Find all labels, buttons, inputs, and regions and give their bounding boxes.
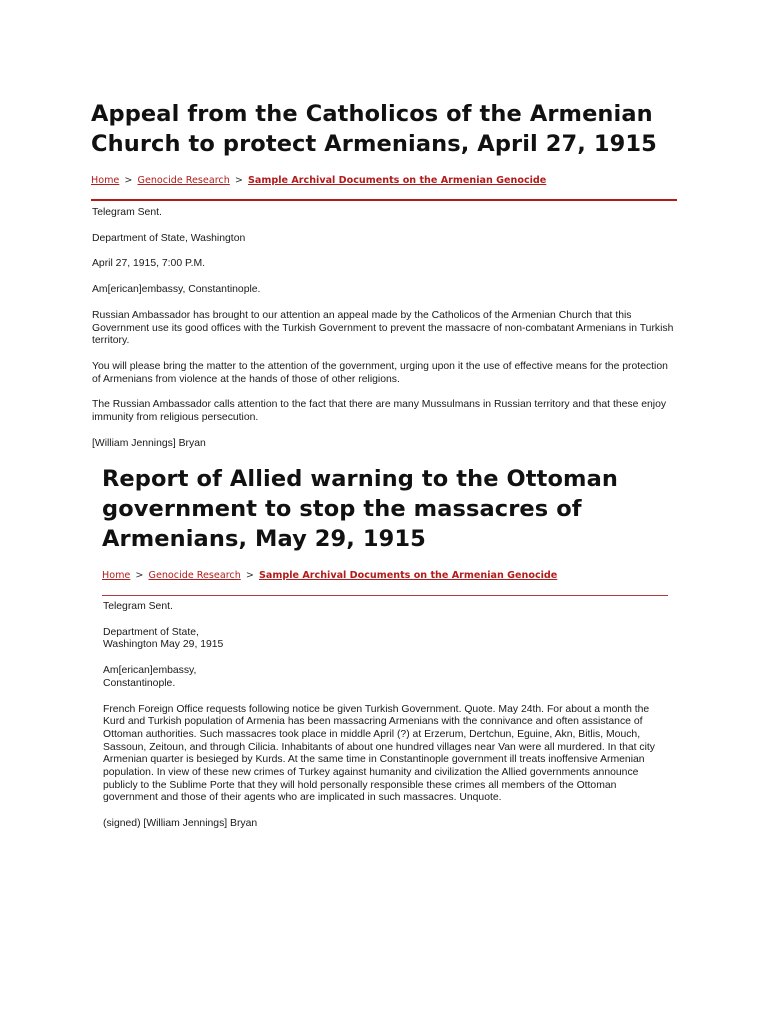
document-2 (102, 464, 668, 844)
breadcrumb (91, 175, 677, 186)
breadcrumb-separator: > (124, 175, 133, 186)
divider (91, 199, 677, 201)
breadcrumb-separator: > (135, 570, 144, 581)
telegram-date: April 27, 1915, 7:00 P.M. (92, 258, 206, 270)
recipient: Am[erican]embassy, Constantinople. (103, 665, 197, 689)
body-paragraph: Russian Ambassador has brought to our attention an appeal made by the Catholicos of the Armenian Church that this Government use its good offices with the Turkish Government to prevent the massacre of non-combatant Armenians in Turkish territory. (92, 309, 674, 347)
signature: [William Jennings] Bryan (92, 437, 206, 449)
breadcrumb-genocide-research-link[interactable]: Genocide Research (137, 175, 230, 186)
recipient: Am[erican]embassy, Constantinople. (92, 284, 261, 296)
breadcrumb-home-link[interactable]: Home (91, 175, 120, 186)
telegram-header: Telegram Sent. (92, 207, 162, 218)
breadcrumb-separator: > (234, 175, 243, 186)
breadcrumb-archival-documents-link[interactable]: Sample Archival Documents on the Armenian Genocide (258, 570, 558, 581)
telegram-body (102, 601, 668, 831)
breadcrumb-genocide-research-link[interactable]: Genocide Research (148, 570, 241, 581)
document-1 (91, 99, 677, 463)
body-paragraph: You will please bring the matter to the attention of the government, urging upon it the use of effective means for the protection of Armenians from violence at the hands of those of other religions. (92, 360, 668, 385)
breadcrumb (102, 570, 668, 581)
sender: Department of State, Washington (92, 232, 246, 244)
breadcrumb-home-link[interactable]: Home (102, 570, 131, 581)
breadcrumb-separator: > (245, 570, 254, 581)
telegram-header: Telegram Sent. (103, 601, 173, 612)
sender: Department of State, Washington May 29, 1915 (103, 626, 224, 651)
body-paragraph: French Foreign Office requests following notice be given Turkish Government. Quote. May 24th. For about a month the Kurd and Turkish population of Armenia has been massacring Armenians with the connivance and often assistance of Ottoman authorities. Such massacres took place in middle April (?) at Erzerum, Dertchun, Eguine, Akn, Bitlis, Mouch, Sassoun, Zeitoun, and through Cilicia. Inhabitants of about one hundred villages near Van were all murdered. In that city Armenian quarter is besieged by Kurds. At the same time in Constantinople government ill treats inoffensive Armenian population. In view of these new crimes of Turkey against humanity and civilization the Allied governments announce publicly to the Sublime Porte that they will hold personally responsible these crimes all members of the Ottoman government and those of their agents who are implicated in such massacres. Unquote. (103, 703, 656, 804)
signature: (signed) [William Jennings] Bryan (103, 818, 258, 830)
telegram-body (91, 207, 677, 450)
page-title: Appeal from the Catholicos of the Armenian Church to protect Armenians, April 27, 1915 (91, 101, 657, 157)
page-title: Report of Allied warning to the Ottoman government to stop the massacres of Armenians, May 29, 1915 (102, 466, 618, 552)
body-paragraph: The Russian Ambassador calls attention to the fact that there are many Mussulmans in Russian territory and that these enjoy immunity from religious persecution. (92, 399, 667, 424)
breadcrumb-archival-documents-link[interactable]: Sample Archival Documents on the Armenian Genocide (247, 175, 547, 186)
divider (102, 595, 668, 596)
